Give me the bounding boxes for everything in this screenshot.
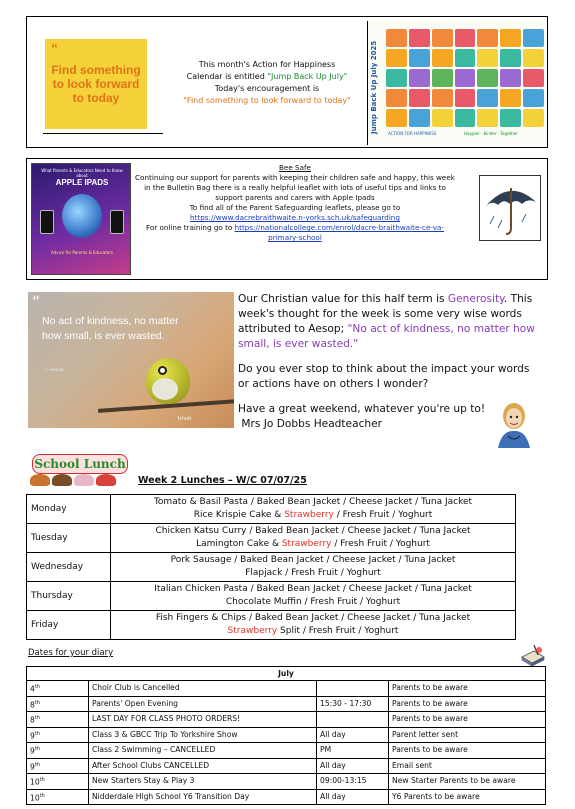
diary-time: All day bbox=[317, 789, 389, 805]
calendar-day-tile bbox=[432, 29, 453, 47]
calendar-title: Jump Back Up July 2025 bbox=[370, 40, 378, 134]
calendar-day-tile bbox=[523, 29, 544, 47]
calendar-day-tile bbox=[432, 89, 453, 107]
calendar-grid bbox=[386, 29, 544, 127]
diary-day: 10 bbox=[30, 777, 40, 787]
lunch-row bbox=[27, 611, 516, 640]
lunch-menu-strawberry: Strawberry bbox=[281, 539, 332, 549]
value-question: Do you ever stop to think about the impact your words or actions have on others I wonder? bbox=[238, 363, 530, 390]
happiness-line2a: Calendar is entitled bbox=[186, 72, 268, 81]
quote-mark-icon: “ bbox=[32, 292, 41, 311]
calendar-day-tile bbox=[455, 29, 476, 47]
diary-event: Parents' Open Evening bbox=[89, 696, 317, 712]
food-icon bbox=[96, 474, 116, 486]
lunch-row bbox=[27, 553, 516, 582]
lunch-menu-line1: Fish Fingers & Chips / Baked Bean Jacket / Cheese Jacket / Tuna Jacket bbox=[155, 613, 471, 623]
diary-note: Parents to be aware bbox=[389, 681, 546, 697]
diary-date bbox=[27, 681, 89, 697]
lunch-day: Thursday bbox=[27, 582, 111, 611]
calendar-day-tile bbox=[432, 109, 453, 127]
diary-day: 9 bbox=[30, 762, 35, 772]
diary-time: 09:00-13:15 bbox=[317, 774, 389, 790]
lunch-menu-line2a: Flapjack / Fresh Fruit / Yoghurt bbox=[245, 568, 381, 578]
calendar-day-tile bbox=[455, 69, 476, 87]
lunch-menu-strawberry: Strawberry bbox=[284, 510, 334, 520]
apple-ipads-poster bbox=[31, 163, 131, 275]
diary-row bbox=[27, 681, 546, 697]
safeguarding-link[interactable]: https://www.dacrebraithwaite.n-yorks.sch.uk/safeguarding bbox=[190, 213, 400, 222]
character-illustration bbox=[62, 194, 102, 238]
diary-row bbox=[27, 712, 546, 728]
calendar-day-tile bbox=[409, 69, 430, 87]
diary-row bbox=[27, 774, 546, 790]
calendar-day-tile bbox=[455, 49, 476, 67]
lunch-table bbox=[26, 494, 516, 640]
calendar-day-tile bbox=[432, 69, 453, 87]
calendar-day-tile bbox=[477, 89, 498, 107]
diary-day-suffix: th bbox=[34, 699, 40, 706]
calendar-day-tile bbox=[500, 49, 521, 67]
photo-quote: No act of kindness, no matter how small, is ever wasted. bbox=[42, 315, 179, 342]
diary-event: Class 3 & GBCC Trip To Yorkshire Show bbox=[89, 727, 317, 743]
diary-day: 4 bbox=[30, 684, 35, 694]
online-training-text: For online training go to bbox=[145, 223, 235, 232]
umbrella-icon bbox=[479, 175, 541, 241]
lunch-menu-line2a: Rice Krispie Cake & bbox=[193, 510, 285, 520]
diary-date bbox=[27, 758, 89, 774]
diary-day: 9 bbox=[30, 746, 35, 756]
diary-date bbox=[27, 727, 89, 743]
calendar-footer-left: ACTION FOR HAPPINESS bbox=[388, 131, 437, 136]
diary-note: Parents to be aware bbox=[389, 712, 546, 728]
action-for-happiness-section bbox=[26, 16, 548, 148]
closing-text: Have a great weekend, whatever you're up to! bbox=[238, 403, 486, 415]
diary-day: 10 bbox=[30, 793, 40, 803]
lunch-menu-strawberry: Strawberry bbox=[227, 626, 278, 636]
diary-note: Parents to be aware bbox=[389, 696, 546, 712]
diary-day-suffix: th bbox=[34, 730, 40, 737]
diary-event: Class 2 Swimming – CANCELLED bbox=[89, 743, 317, 759]
calendar-day-tile bbox=[477, 69, 498, 87]
value-intro-text: Our Christian value for this half term is bbox=[238, 293, 448, 305]
calendar-day-tile bbox=[409, 109, 430, 127]
bird-belly bbox=[152, 378, 178, 400]
calendar-day-tile bbox=[477, 29, 498, 47]
diary-row bbox=[27, 727, 546, 743]
calendar-day-tile bbox=[523, 89, 544, 107]
calendar-day-tile bbox=[477, 109, 498, 127]
lunch-day: Monday bbox=[27, 495, 111, 524]
calendar-day-tile bbox=[523, 109, 544, 127]
signature bbox=[238, 417, 538, 432]
diary-date bbox=[27, 774, 89, 790]
calendar-name: "Jump Back Up July" bbox=[267, 72, 348, 81]
diary-day: 9 bbox=[30, 731, 35, 741]
calendar-day-tile bbox=[500, 109, 521, 127]
diary-time: All day bbox=[317, 727, 389, 743]
diary-note: Parent letter sent bbox=[389, 727, 546, 743]
lunch-menu-line2b: / Fresh Fruit / Yoghurt bbox=[333, 510, 433, 520]
photo-brand: trivot bbox=[178, 416, 192, 422]
lunch-menu-line2b: / Fresh Fruit / Yoghurt bbox=[331, 539, 430, 549]
lunch-menu-line2b: Split / Fresh Fruit / Yoghurt bbox=[277, 626, 399, 636]
lunch-menu-line1: Italian Chicken Pasta / Baked Bean Jacket / Cheese Jacket / Tuna Jacket bbox=[154, 584, 472, 594]
happiness-line1: This month's Action for Happiness bbox=[198, 60, 336, 69]
bee-safe-text bbox=[135, 163, 455, 243]
lunch-day: Tuesday bbox=[27, 524, 111, 553]
diary-event: New Starters Stay & Play 3 bbox=[89, 774, 317, 790]
lunch-row bbox=[27, 582, 516, 611]
encouragement-text: "Find something to look forward to today" bbox=[183, 96, 351, 105]
lunch-menu-line1: Pork Sausage / Baked Bean Jacket / Cheese Jacket / Tuna Jacket bbox=[170, 555, 456, 565]
diary-event: Nidderdale High School Y6 Transition Day bbox=[89, 789, 317, 805]
lunch-heading: Week 2 Lunches – W/C 07/07/25 bbox=[138, 475, 307, 486]
diary-day: 8 bbox=[30, 715, 35, 725]
kindness-quote-image bbox=[28, 292, 234, 428]
calendar-day-tile bbox=[500, 89, 521, 107]
tablet-icon bbox=[40, 210, 54, 234]
calendar-footer-right: Happier · Kinder · Together bbox=[464, 131, 518, 136]
diary-event: LAST DAY FOR CLASS PHOTO ORDERS! bbox=[89, 712, 317, 728]
diary-event: After School Clubs CANCELLED bbox=[89, 758, 317, 774]
diary-day-suffix: th bbox=[34, 684, 40, 690]
lunch-row bbox=[27, 524, 516, 553]
aesop-quote: "No act of kindness, no matter how small, is ever wasted." bbox=[238, 323, 535, 350]
diary-row bbox=[27, 789, 546, 805]
calendar-day-tile bbox=[409, 89, 430, 107]
poster-title: APPLE IPADS bbox=[55, 178, 109, 187]
calendar-day-tile bbox=[500, 69, 521, 87]
diary-note: New Starter Parents to be aware bbox=[389, 774, 546, 790]
headteacher-avatar bbox=[494, 400, 534, 448]
food-icon bbox=[30, 474, 50, 486]
lunch-menu-line2 bbox=[113, 625, 513, 638]
value-word: Generosity bbox=[447, 293, 504, 305]
diary-time: All day bbox=[317, 758, 389, 774]
calendar-day-tile bbox=[386, 49, 407, 67]
diary-row bbox=[27, 743, 546, 759]
cupcake-icon bbox=[74, 474, 94, 486]
lunch-menu-line2 bbox=[113, 596, 513, 609]
diary-date bbox=[27, 712, 89, 728]
diary-note: Email sent bbox=[389, 758, 546, 774]
calendar-day-tile bbox=[455, 89, 476, 107]
sticky-note bbox=[45, 39, 147, 129]
food-icon bbox=[52, 474, 72, 486]
diary-event: Choir Club is Cancelled bbox=[89, 681, 317, 697]
diary-row bbox=[27, 696, 546, 712]
calendar-day-tile bbox=[523, 69, 544, 87]
calendar-day-tile bbox=[409, 49, 430, 67]
lunch-menu-line1: Tomato & Basil Pasta / Baked Bean Jacket / Cheese Jacket / Tuna Jacket bbox=[153, 497, 473, 507]
happiness-text bbox=[167, 59, 367, 107]
diary-table bbox=[26, 666, 546, 805]
christian-value-text bbox=[238, 292, 538, 442]
lunch-menu-line2a: Lamington Cake & bbox=[196, 539, 282, 549]
divider bbox=[43, 133, 163, 134]
sticky-text: Find something to look forward to today bbox=[51, 63, 141, 105]
bee-safe-body: Continuing our support for parents with keeping their children safe and happy, this week in the Bulletin Bag there is a really helpful leaflet with lots of useful tips and links to support parents and carers with Apple Ipads bbox=[135, 173, 455, 202]
photo-author: — Aesop bbox=[44, 368, 64, 373]
diary-time bbox=[317, 712, 389, 728]
diary-month: July bbox=[27, 667, 546, 681]
value-intro-text2: . This week's thought for the week is some very wise words attributed to Aesop; bbox=[238, 293, 533, 335]
calendar-day-tile bbox=[409, 29, 430, 47]
diary-day: 8 bbox=[30, 700, 35, 710]
lunch-menu-line2 bbox=[113, 567, 513, 580]
lunch-menu bbox=[111, 524, 516, 553]
diary-day-suffix: th bbox=[34, 715, 40, 722]
bee-safe-find-text: To find all of the Parent Safeguarding leaflets, please go to bbox=[189, 203, 401, 212]
calendar-day-tile bbox=[386, 89, 407, 107]
diary-note: Parents to be aware bbox=[389, 743, 546, 759]
poster-top-text: What Parents & Educators Need to Know about bbox=[41, 168, 123, 178]
happiness-line3: Today's encouragement is bbox=[214, 84, 320, 93]
diary-time: 15:30 - 17:30 bbox=[317, 696, 389, 712]
diary-day-suffix: th bbox=[39, 792, 45, 799]
lunch-menu bbox=[111, 611, 516, 640]
signature-text: Mrs Jo Dobbs Headteacher bbox=[241, 418, 382, 430]
lunch-menu bbox=[111, 553, 516, 582]
calendar-day-tile bbox=[386, 29, 407, 47]
happiness-line2 bbox=[167, 71, 367, 83]
lunch-menu-line2 bbox=[113, 538, 513, 551]
bee-safe-title: Bee Safe bbox=[279, 163, 311, 172]
poster-bottom-text: Advice for Parents & Educators bbox=[51, 250, 113, 255]
diary-note: Y6 Parents to be aware bbox=[389, 789, 546, 805]
bird-eye bbox=[158, 366, 167, 375]
diary-day-suffix: th bbox=[39, 777, 45, 784]
diary-heading: Dates for your diary bbox=[28, 648, 114, 658]
school-lunch-sign: School Lunch bbox=[32, 454, 128, 474]
lunch-day: Friday bbox=[27, 611, 111, 640]
diary-date bbox=[27, 743, 89, 759]
lunch-day: Wednesday bbox=[27, 553, 111, 582]
school-lunch-logo bbox=[28, 452, 132, 490]
bee-safe-section bbox=[26, 158, 548, 280]
online-training-line bbox=[135, 223, 455, 243]
calendar-day-tile bbox=[500, 29, 521, 47]
lunch-row bbox=[27, 495, 516, 524]
lunch-menu bbox=[111, 582, 516, 611]
diary-day-suffix: th bbox=[34, 746, 40, 753]
value-intro bbox=[238, 292, 538, 352]
diary-time: PM bbox=[317, 743, 389, 759]
lunch-menu-line2 bbox=[113, 509, 513, 522]
national-college-link[interactable]: https://nationalcollege.com/enrol/dacre-braithwaite-ce-va-primary-school bbox=[234, 223, 445, 242]
calendar-day-tile bbox=[477, 49, 498, 67]
diary-date bbox=[27, 789, 89, 805]
diary-time bbox=[317, 681, 389, 697]
diary-month-row bbox=[27, 667, 546, 681]
calendar-day-tile bbox=[432, 49, 453, 67]
quote-mark-icon: “ bbox=[51, 40, 58, 56]
lunch-menu-line1: Chicken Katsu Curry / Baked Bean Jacket / Cheese Jacket / Tuna Jacket bbox=[155, 526, 471, 536]
calendar-day-tile bbox=[523, 49, 544, 67]
calendar-day-tile bbox=[455, 109, 476, 127]
calendar-day-tile bbox=[386, 69, 407, 87]
diary-date bbox=[27, 696, 89, 712]
calendar-day-tile bbox=[386, 109, 407, 127]
lunch-menu bbox=[111, 495, 516, 524]
lunch-menu-line2a: Chocolate Muffin / Fresh Fruit / Yoghurt bbox=[225, 597, 401, 607]
tablet-icon bbox=[110, 210, 124, 234]
happiness-calendar-image bbox=[367, 21, 547, 145]
diary-row bbox=[27, 758, 546, 774]
diary-day-suffix: th bbox=[34, 761, 40, 768]
